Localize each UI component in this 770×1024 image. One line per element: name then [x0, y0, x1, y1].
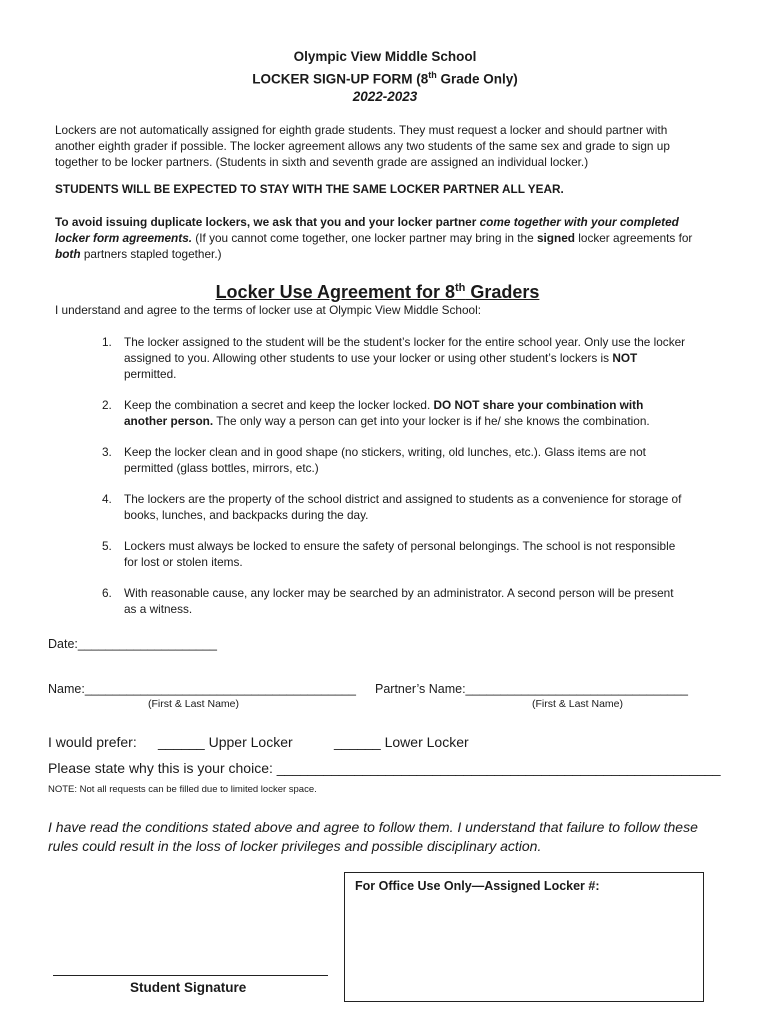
- space-note: NOTE: Not all requests can be filled due to limited locker space.: [48, 784, 317, 795]
- rule-emphasis: NOT: [612, 351, 638, 365]
- rule-number: 3.: [102, 445, 112, 459]
- understand-statement: I understand and agree to the terms of locker use at Olympic View Middle School:: [55, 303, 482, 317]
- rule-item: [0, 491, 689, 523]
- avoid-duplicates-paragraph: [55, 214, 695, 262]
- signature-line[interactable]: [53, 975, 328, 976]
- rule-number: 1.: [102, 335, 112, 349]
- prefer-label: I would prefer:: [48, 734, 137, 750]
- form-title-post: Grade Only): [436, 71, 518, 87]
- rule-text-end: permitted.: [124, 367, 177, 381]
- agreement-title-post: Graders: [465, 282, 540, 302]
- office-use-label: For Office Use Only—Assigned Locker #:: [355, 879, 600, 893]
- rule-text: With reasonable cause, any locker may be searched by an administrator. A second person will be present as a witness.: [124, 586, 674, 616]
- office-use-box: [344, 872, 704, 1002]
- rule-number: 2.: [102, 398, 112, 412]
- avoid-part-6: both: [55, 247, 81, 261]
- lower-locker-option[interactable]: ______ Lower Locker: [334, 734, 469, 750]
- choice-reason-field[interactable]: Please state why this is your choice: _________________________________________________________: [48, 760, 721, 776]
- avoid-part-3: (If you cannot come together, one locker partner may bring in the: [192, 231, 537, 245]
- rule-text: Keep the locker clean and in good shape (no stickers, writing, old lunches, etc.). Glass items are not permitted (glass bottles, mirrors, etc.): [124, 445, 646, 475]
- agreement-title: [0, 282, 755, 303]
- avoid-part-1: To avoid issuing duplicate lockers, we ask that you and your locker partner: [55, 215, 480, 229]
- agreement-title-sup: th: [454, 282, 466, 294]
- rule-item: [0, 397, 689, 429]
- partner-name-hint: (First & Last Name): [532, 698, 624, 710]
- rule-number: 6.: [102, 586, 112, 600]
- avoid-part-4: signed: [536, 231, 575, 245]
- partner-notice: STUDENTS WILL BE EXPECTED TO STAY WITH THE SAME LOCKER PARTNER ALL YEAR.: [55, 182, 564, 196]
- rule-text: The lockers are the property of the school district and assigned to students as a convenience for storage of books, lunches, and backpacks during the day.: [124, 492, 682, 522]
- rule-text: The locker assigned to the student will be the student’s locker for the entire school year. Only use the locker assigned to you. Allowing other students to use your locker or using other student’s lockers is: [124, 335, 686, 365]
- rule-item: [0, 334, 689, 382]
- acknowledgement-statement: I have read the conditions stated above and agree to follow them. I understand that failure to follow these rules could result in the loss of locker privileges and possible disciplinary action.: [48, 819, 698, 854]
- name-field[interactable]: Name:_______________________________________: [48, 682, 356, 696]
- school-name: Olympic View Middle School: [293, 49, 477, 64]
- rule-item: [0, 444, 689, 476]
- form-title-pre: LOCKER SIGN-UP FORM (8: [252, 71, 429, 87]
- avoid-part-5: locker agreements for: [574, 231, 693, 245]
- rule-item: [0, 538, 689, 570]
- school-year: 2022-2023: [352, 89, 418, 104]
- partner-name-field[interactable]: Partner’s Name:________________________________: [375, 682, 689, 696]
- form-title: [0, 70, 770, 87]
- rule-number: 4.: [102, 492, 112, 506]
- agreement-title-pre: Locker Use Agreement for 8: [215, 282, 455, 302]
- signature-label: Student Signature: [130, 980, 247, 995]
- rule-item: [0, 585, 689, 617]
- rule-text: Keep the combination a secret and keep the locker locked.: [124, 398, 434, 412]
- avoid-part-7: partners stapled together.): [80, 247, 222, 261]
- rule-emphasis: DO NOT share your combination with another person.: [124, 398, 644, 428]
- rule-text-end: The only way a person can get into your locker is if he/ she knows the combination.: [213, 414, 650, 428]
- upper-locker-option[interactable]: ______ Upper Locker: [158, 734, 293, 750]
- rules-list: [0, 334, 770, 632]
- rule-number: 5.: [102, 539, 112, 553]
- avoid-part-2: come together with your completed locker form agreements.: [55, 215, 679, 245]
- name-hint: (First & Last Name): [148, 698, 240, 710]
- intro-paragraph: Lockers are not automatically assigned for eighth grade students. They must request a locker and should partner with another eighth grader if possible. The locker agreement allows any two students of the same sex and grade to sign up together to be locker partners. (Students in sixth and seventh grade are assigned an individual locker.): [55, 123, 670, 169]
- form-title-sup: th: [428, 70, 437, 80]
- rule-text: Lockers must always be locked to ensure the safety of personal belongings. The school is not responsible for lost or stolen items.: [124, 539, 676, 569]
- date-field[interactable]: Date:____________________: [48, 637, 217, 651]
